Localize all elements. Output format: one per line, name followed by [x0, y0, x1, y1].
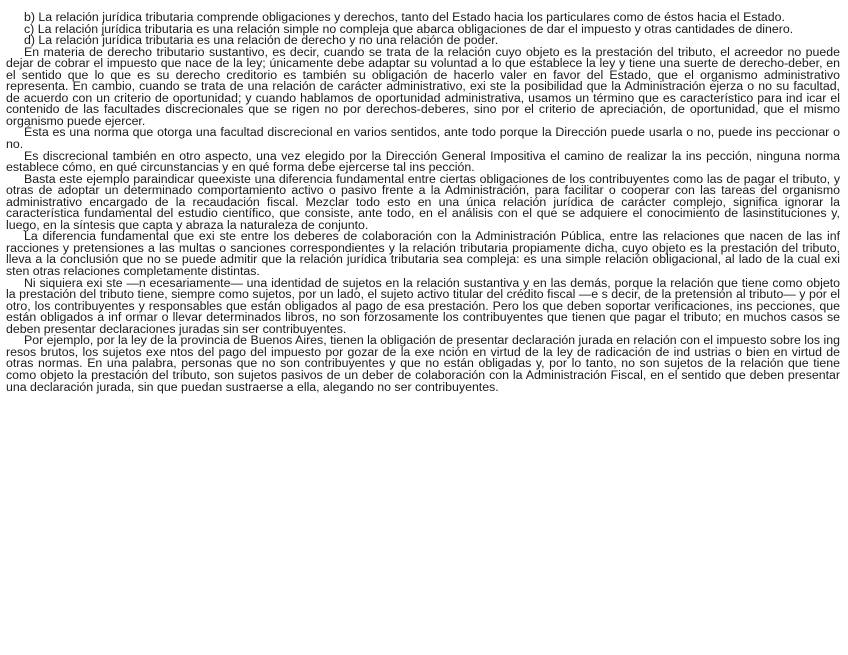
paragraph-diferencia: La diferencia fundamental que exi ste entre los deberes de colaboración con la Administración Pública, entre las relaciones que nacen de las inf racciones y pretensiones a las multas o sanciones correspondientes y la relación tributaria propiamente dicha, cuyo objeto es la prestación del tributo, lleva a la conclusión que no se puede admitir que la relación jurídica tributaria sea compleja: es una simple relación obligacional, al lado de la cual exi sten otras relaciones completamente distintas. — [6, 229, 840, 279]
paragraph-sujetos: Ni siquiera exi ste —n ecesariamente— una identidad de sujetos en la relación sustantiva y en las demás, porque la relación que tiene como objeto la prestación del tributo tiene, siempre como sujetos, por un lado, el sujeto activo titular del crédito fiscal —e s decir, de la pretensión al tributo— y por el otro, los contribuyentes y responsables que están obligados al pago de esa prestación. Pero los que deben soportar verificaciones, ins pecciones, que están obligados a inf ormar o llevar determinados libros, no son forzosamente los contribuyentes que tienen que pagar el tributo; en muchos casos se deben presentar declaraciones juradas sin ser contribuyentes. — [6, 275, 840, 336]
paragraph-d: d) La relación jurídica tributaria es una relación de derecho y no una relación de poder. — [24, 33, 499, 48]
paragraph-b: b) La relación jurídica tributaria comprende obligaciones y derechos, tanto del Estado hacia los particulares como de éstos hacia el Estado. — [24, 10, 785, 24]
paragraph-buenos-aires: Por ejemplo, por la ley de la provincia de Buenos Aires, tienen la obligación de presentar declaración jurada en relación con el impuesto sobre los ing resos brutos, los sujetos exe ntos del pago del impuesto por gozar de la exe nción en virtud de la ley de radicación de ind ustrias o bien en virtud de otras normas. En una palabra, personas que no son contribuyentes y que no están obligadas y, por lo tanto, no son sujetos de la relación que tiene como objeto la prestación del tributo, son sujetos pasivos de un deber de colaboración con la Administración Fiscal, en el sentido que deben presentar una declaración jurada, sin que puedan sustraerse a ella, alegando no ser contribuyentes. — [6, 333, 840, 394]
paragraph-inspeccion: Es discrecional también en otro aspecto, una vez elegido por la Dirección General Impositiva el camino de realizar la ins pección, ninguna norma establece cómo, en qué circunstancias y en qué forma debe ejercerse tal ins pección. — [6, 148, 840, 175]
paragraph-derecho-sustantivo: En materia de derecho tributario sustantivo, es decir, cuando se trata de la relación cuyo objeto es la prestación del tributo, el acreedor no puede dejar de cobrar el impuesto que nace de la ley; únicamente debe adaptar su voluntad a lo que establece la ley y tiene una suerte de derecho-deber, en el sentido que lo que es su derecho creditorio es también su obligación de hacerlo valer en favor del Estado, que el organismo administrativo representa. En cambio, cuando se trata de una relación de carácter administrativo, exi ste la posibilidad que la Administración ejerza o no su facultad, de acuerdo con un criterio de oportunidad; y cuando hablamos de oportunidad administrativa, usamos un término que es característico para ind icar el contenido de las facultades discrecionales que se rigen no por derechos-deberes, sino por el criterio de apreciación, de oportunidad, que el mismo organismo puede ejercer. — [6, 44, 840, 128]
paragraph-facultad-discrecional: Ésta es una norma que otorga una facultad discrecional en varios sentidos, ante todo porque la Dirección puede usarla o no, puede ins peccionar o no. — [6, 125, 840, 152]
paragraph-ejemplo: Basta este ejemplo paraindicar queexiste una diferencia fundamental entre ciertas obligaciones de los contribuyentes como las de pagar el tributo, y otras de adoptar un determinado comportamiento activo o pasivo frente a la Administración, para facilitar o cooperar con las tareas del organismo administrativo encargado de la recaudación fiscal. Mezclar todo esto en una única relación jurídica de carácter complejo, significa ignorar la característica fundamental del estudio científico, que consiste, ante todo, en el análisis con el que se adquiere el conocimiento de lasinstituciones y, luego, en la síntesis que capta y abraza la naturaleza de conjunto. — [6, 171, 840, 232]
paragraph-c: c) La relación jurídica tributaria es una relación simple no compleja que abarca obligaciones de dar el impuesto y otras cantidades de dinero. — [24, 21, 794, 36]
